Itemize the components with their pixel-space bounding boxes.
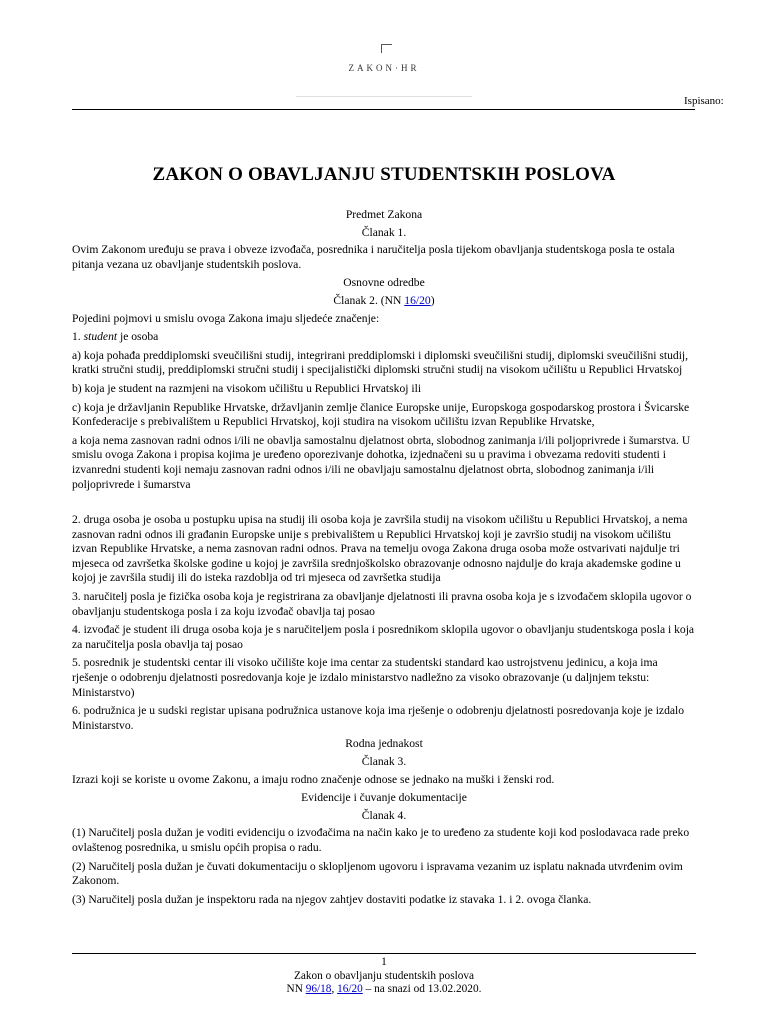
spacer (72, 496, 696, 513)
paragraph: Pojedini pojmovi u smislu ovoga Zakona imaju sljedeće značenje: (72, 311, 380, 325)
footer-rule (72, 953, 696, 954)
paragraph: (3) Naručitelj posla dužan je inspektoru rada na njegov zahtjev dostaviti podatke iz stavaka 1. i 2. ovoga članka. (72, 892, 592, 906)
document-body (72, 208, 696, 911)
item-number: 1. (72, 330, 84, 344)
section-heading: Rodna jednakost (345, 737, 423, 751)
list-item: b) koja je student na razmjeni na visokom učilištu u Republici Hrvatskoj ili (72, 381, 422, 395)
nn-link-16-20[interactable]: 16/20 (404, 293, 431, 307)
site-logo (0, 40, 768, 73)
article-label: Članak 2. (NN (333, 293, 405, 307)
footer-nn-line (72, 983, 696, 997)
section-heading: Osnovne odredbe (343, 276, 425, 290)
article-number: Članak 3. (361, 755, 407, 768)
paragraph: Izrazi koji se koriste u ovome Zakonu, a imaju rodno značenje odnose se jednako na muški i ženski rod. (72, 772, 555, 786)
section-heading: Predmet Zakona (345, 208, 423, 221)
logo-mark-icon (381, 44, 392, 53)
footer-law-title: Zakon o obavljanju studentskih poslova (293, 969, 475, 982)
paragraph: (1) Naručitelj posla dužan je voditi evidenciju o izvođačima na način kako je to uređeno za studente koji kod poslodavaca rade preko ovlaštenog posrednika, u smislu općih propisa o radu. (72, 826, 690, 854)
nn-link-96-18[interactable]: 96/18 (305, 983, 332, 995)
article-label-end: ) (430, 293, 435, 307)
nn-prefix: NN (286, 983, 306, 995)
list-item: 4. izvođač je student ili druga osoba koja je s naručiteljem posla i posrednikom sklopila ugovor o obavljanju studentskoga posla i koja za naručitelja posla obavlja taj posao (72, 623, 695, 651)
document-title: ZAKON O OBAVLJANJU STUDENTSKIH POSLOVA (152, 164, 616, 185)
header-rule (72, 109, 695, 110)
list-item: 5. posrednik je studentski centar ili visoko učilište koje ima centar za studentski standard kao ustrojstvenu jedinicu, a koja ima rješenje o odobrenju djelatnosti posredovanja koje je izdalo ministarstvo nadležno za visoko obrazovanje (u daljnjem tekstu: Ministarstvo) (72, 656, 658, 699)
list-item: 2. druga osoba je osoba u postupku upisa na studij ili osoba koja je završila studij na visokom učilištu u Republici Hrvatskoj, a nema zasnovan radni odnos ili građanin Europske unije s prebivalištem u Republici Hrvatskoj koji je završio studij na visokom učilištu izvan Republike Hrvatske, a nema zasnovan radni odnos. Prava na temelju ovoga Zakona druga osoba može ostvarivati najdulje tri mjeseca od završetka školske godine u kojoj je završila srednjoškolsko obrazovanje odnosno najdulje do kraja akademske godine u kojoj je završila studij ili do isteka razdoblja od tri mjeseca od završetka studija (72, 513, 688, 585)
page-footer (72, 956, 696, 997)
paragraph: a koja nema zasnovan radni odnos i/ili ne obavlja samostalnu djelatnost obrta, slobodnog zanimanja i/ili poljoprivrede i šumarstva. U smislu ovoga Zakona i propisa kojima je uređeno oporezivanje dohotka, izjednačeni su u pravima i obvezama redoviti studenti i izvanredni studenti koji nemaju zasnovan radni odnos i/ili ne obavljaju samostalnu djelatnost obrta, slobodnog zanimanja i/ili poljoprivrede i šumarstva (72, 433, 691, 491)
page-number: 1 (381, 956, 387, 968)
article-number: Članak 4. (361, 808, 407, 822)
paragraph: Ovim Zakonom uređuju se prava i obveze izvođača, posrednika i naručitelja posla tijekom obavljanja studentskoga posla te ostala pitanja vezana uz obavljanje studentskih poslova. (72, 243, 675, 271)
article-number (72, 294, 696, 309)
logo-divider (296, 96, 472, 97)
item-text: je osoba (117, 330, 159, 344)
printed-label: Ispisano: (684, 95, 724, 107)
list-item: 6. podružnica je u sudski registar upisana podružnica ustanove koja ima rješenje o odobrenju djelatnosti posredovanja koje je izdalo Ministarstvo. (72, 704, 685, 732)
list-item: a) koja pohađa preddiplomski sveučilišni studij, integrirani preddiplomski i diplomski sveučilišni studij, diplomski sveučilišni studij, kratki stručni studij, preddiplomski stručni studij i specijalistički diplomski stručni studij na visokom učilištu u Republici Hrvatskoj (72, 348, 689, 377)
nn-link-16-20[interactable]: 16/20 (337, 983, 363, 995)
list-item (72, 330, 696, 345)
section-heading: Evidencije i čuvanje dokumentacije (301, 791, 467, 805)
list-item: c) koja je državljanin Republike Hrvatske, državljanin zemlje članice Europske unije, Europskoga gospodarskog prostora i Švicarske Konfederacije s prebivalištem u Republici Hrvatskoj, koji studira na visokom učilištu izvan Republike Hrvatske, (72, 400, 690, 429)
article-number: Članak 1. (361, 225, 407, 239)
term: student (83, 330, 118, 344)
nn-separator: , (331, 983, 338, 995)
paragraph: (2) Naručitelj posla dužan je čuvati dokumentaciju o sklopljenom ugovoru i ispravama vezanim uz isplatu naknada utvrđenim ovim Zakonom. (72, 859, 683, 888)
in-force-date: – na snazi od 13.02.2020. (362, 983, 482, 995)
logo-text: ZAKON·HR (348, 63, 420, 73)
list-item: 3. naručitelj posla je fizička osoba koja je registrirana za obavljanje djelatnosti ili pravna osoba koja je s izvođačem sklopila ugovor o obavljanju studentskoga posla i za koju izvođač obavlja taj posao (72, 590, 692, 618)
